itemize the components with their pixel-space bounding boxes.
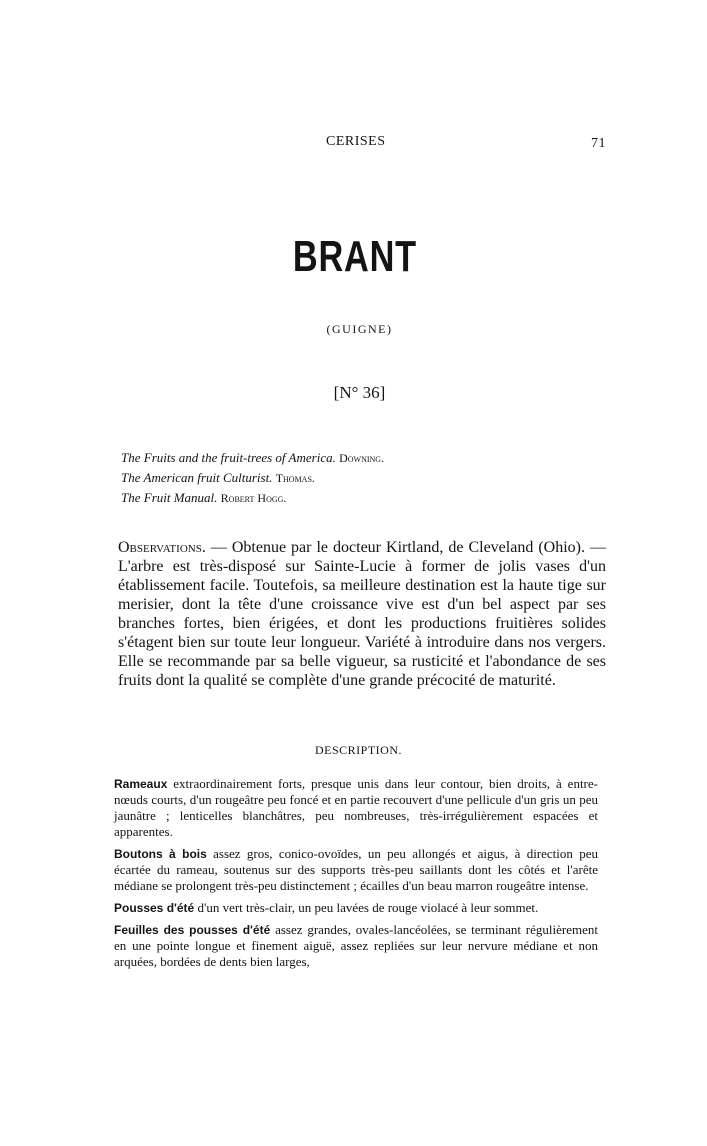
description-heading: DESCRIPTION.	[314, 743, 402, 757]
description-term: Feuilles des pousses d'été	[114, 923, 271, 937]
reference-line	[121, 488, 384, 508]
variety-title: BRANT	[292, 232, 417, 281]
observations-text: — Obtenue par le docteur Kirtland, de Cleveland (Ohio). — L'arbre est très-disposé sur Sainte-Lucie à former de jolis vases d'un établissement facile. Toutefois, sa meilleure destination est la haute tige sur merisier, dont la tête d'une croissance vive est d'un bel aspect par ses branches fortes, bien érigées, et dont les productions fruitières solides s'étagent bien sur toute leur longueur. Variété à introduire dans nos vergers. Elle se recommande par sa belle vigueur, sa rusticité et l'abondance de ses fruits dont la qualité se complète d'une grande précocité de maturité.	[118, 539, 606, 689]
description-text: extraordinairement forts, presque unis dans leur contour, bien droits, à entre-nœuds courts, d'un rougeâtre peu foncé et en partie recouvert d'une pellicule d'un gris un peu jaunâtre ; lenticelles blanchâtres, peu nombreuses, très-irrégulièrement espacées et apparentes.	[114, 776, 598, 839]
variety-number: [N° 36]	[333, 383, 386, 402]
running-title: CERISES	[326, 134, 386, 149]
description-text: assez grandes, ovales-lancéolées, se terminant régulièrement en une pointe longue et finement aiguë, assez repliées sur leur nervure médiane et non arquées, bordées de dents bien larges,	[114, 922, 598, 969]
reference-author: Thomas.	[275, 471, 315, 485]
description-text: assez gros, conico-ovoïdes, un peu allongés et aigus, à direction peu écartée du rameau, soutenus sur des supports très-peu saillants dont les côtés et l'arête médiane se prolongent très-peu distinctement ; écailles d'un beau marron rougeâtre intense.	[114, 846, 598, 893]
description-text: d'un vert très-clair, un peu lavées de rouge violacé à leur sommet.	[194, 900, 539, 915]
description-list	[114, 776, 598, 976]
reference-work: The Fruit Manual.	[121, 490, 218, 505]
reference-author: Downing.	[339, 451, 385, 465]
references-list	[121, 448, 384, 508]
description-paragraph	[114, 776, 598, 840]
observations-label: Observations.	[118, 539, 206, 556]
reference-line	[121, 468, 384, 488]
page-number: 71	[591, 136, 606, 151]
description-paragraph	[114, 846, 598, 894]
description-paragraph	[114, 900, 598, 916]
reference-work: The Fruits and the fruit-trees of America.	[121, 450, 336, 465]
description-paragraph	[114, 922, 598, 970]
reference-line	[121, 448, 384, 468]
observations-paragraph	[118, 538, 606, 690]
running-head	[0, 132, 707, 152]
reference-work: The American fruit Culturist.	[121, 470, 273, 485]
description-term: Boutons à bois	[114, 847, 207, 861]
description-term: Rameaux	[114, 777, 168, 791]
description-term: Pousses d'été	[114, 901, 195, 915]
reference-author: Robert Hogg.	[220, 491, 287, 505]
variety-subtitle: (GUIGNE)	[326, 322, 393, 336]
